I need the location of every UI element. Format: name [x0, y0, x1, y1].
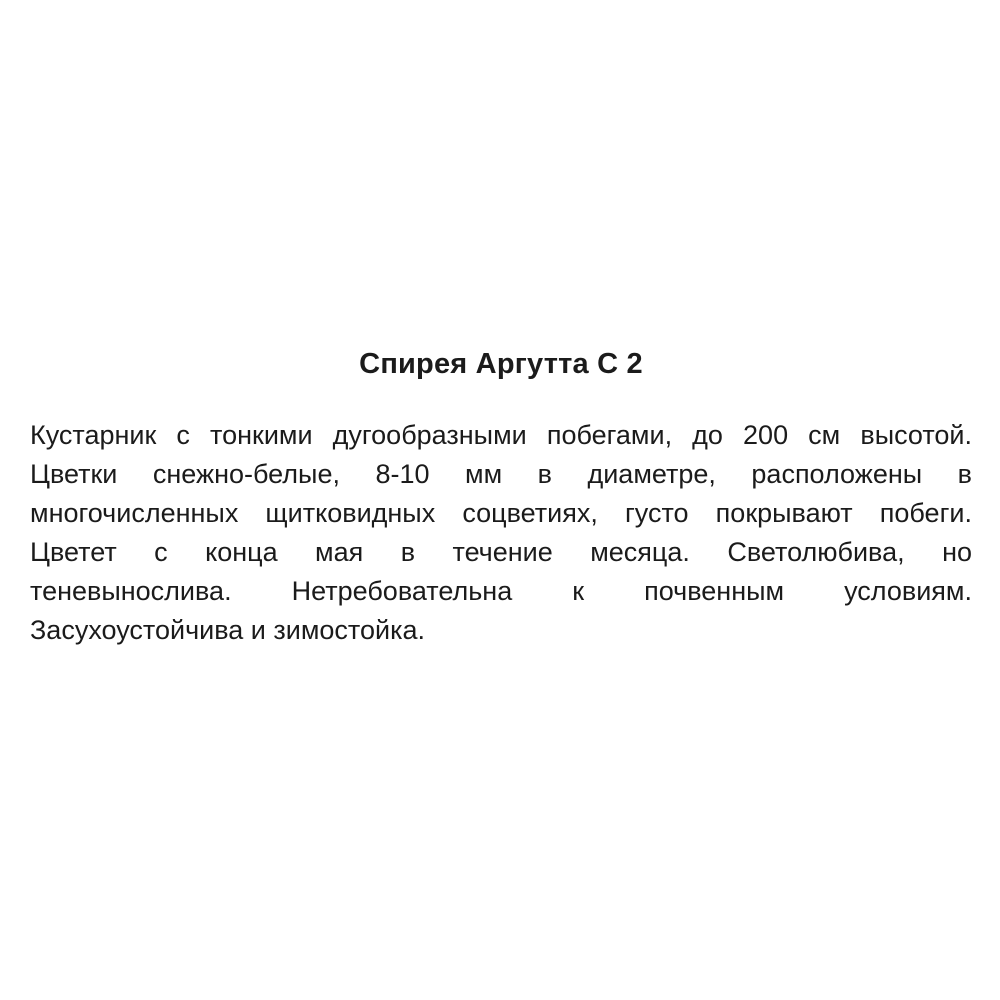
paragraph-line: многочисленных щитковидных соцветиях, густо покрывают побеги. — [30, 498, 972, 528]
document-title: Спирея Аргутта С 2 — [359, 348, 643, 380]
paragraph-line: Засухоустойчива и зимостойка. — [30, 615, 426, 645]
paragraph-line: Цветки снежно-белые, 8-10 мм в диаметре, расположены в — [30, 459, 972, 489]
paragraph-line: Кустарник с тонкими дугообразными побегами, до 200 см высотой. — [30, 420, 972, 450]
paragraph-line: Цветет с конца мая в течение месяца. Светолюбива, но — [30, 537, 972, 567]
description-paragraph — [30, 416, 972, 650]
paragraph-line: теневынослива. Нетребовательна к почвенным условиям. — [30, 576, 972, 606]
